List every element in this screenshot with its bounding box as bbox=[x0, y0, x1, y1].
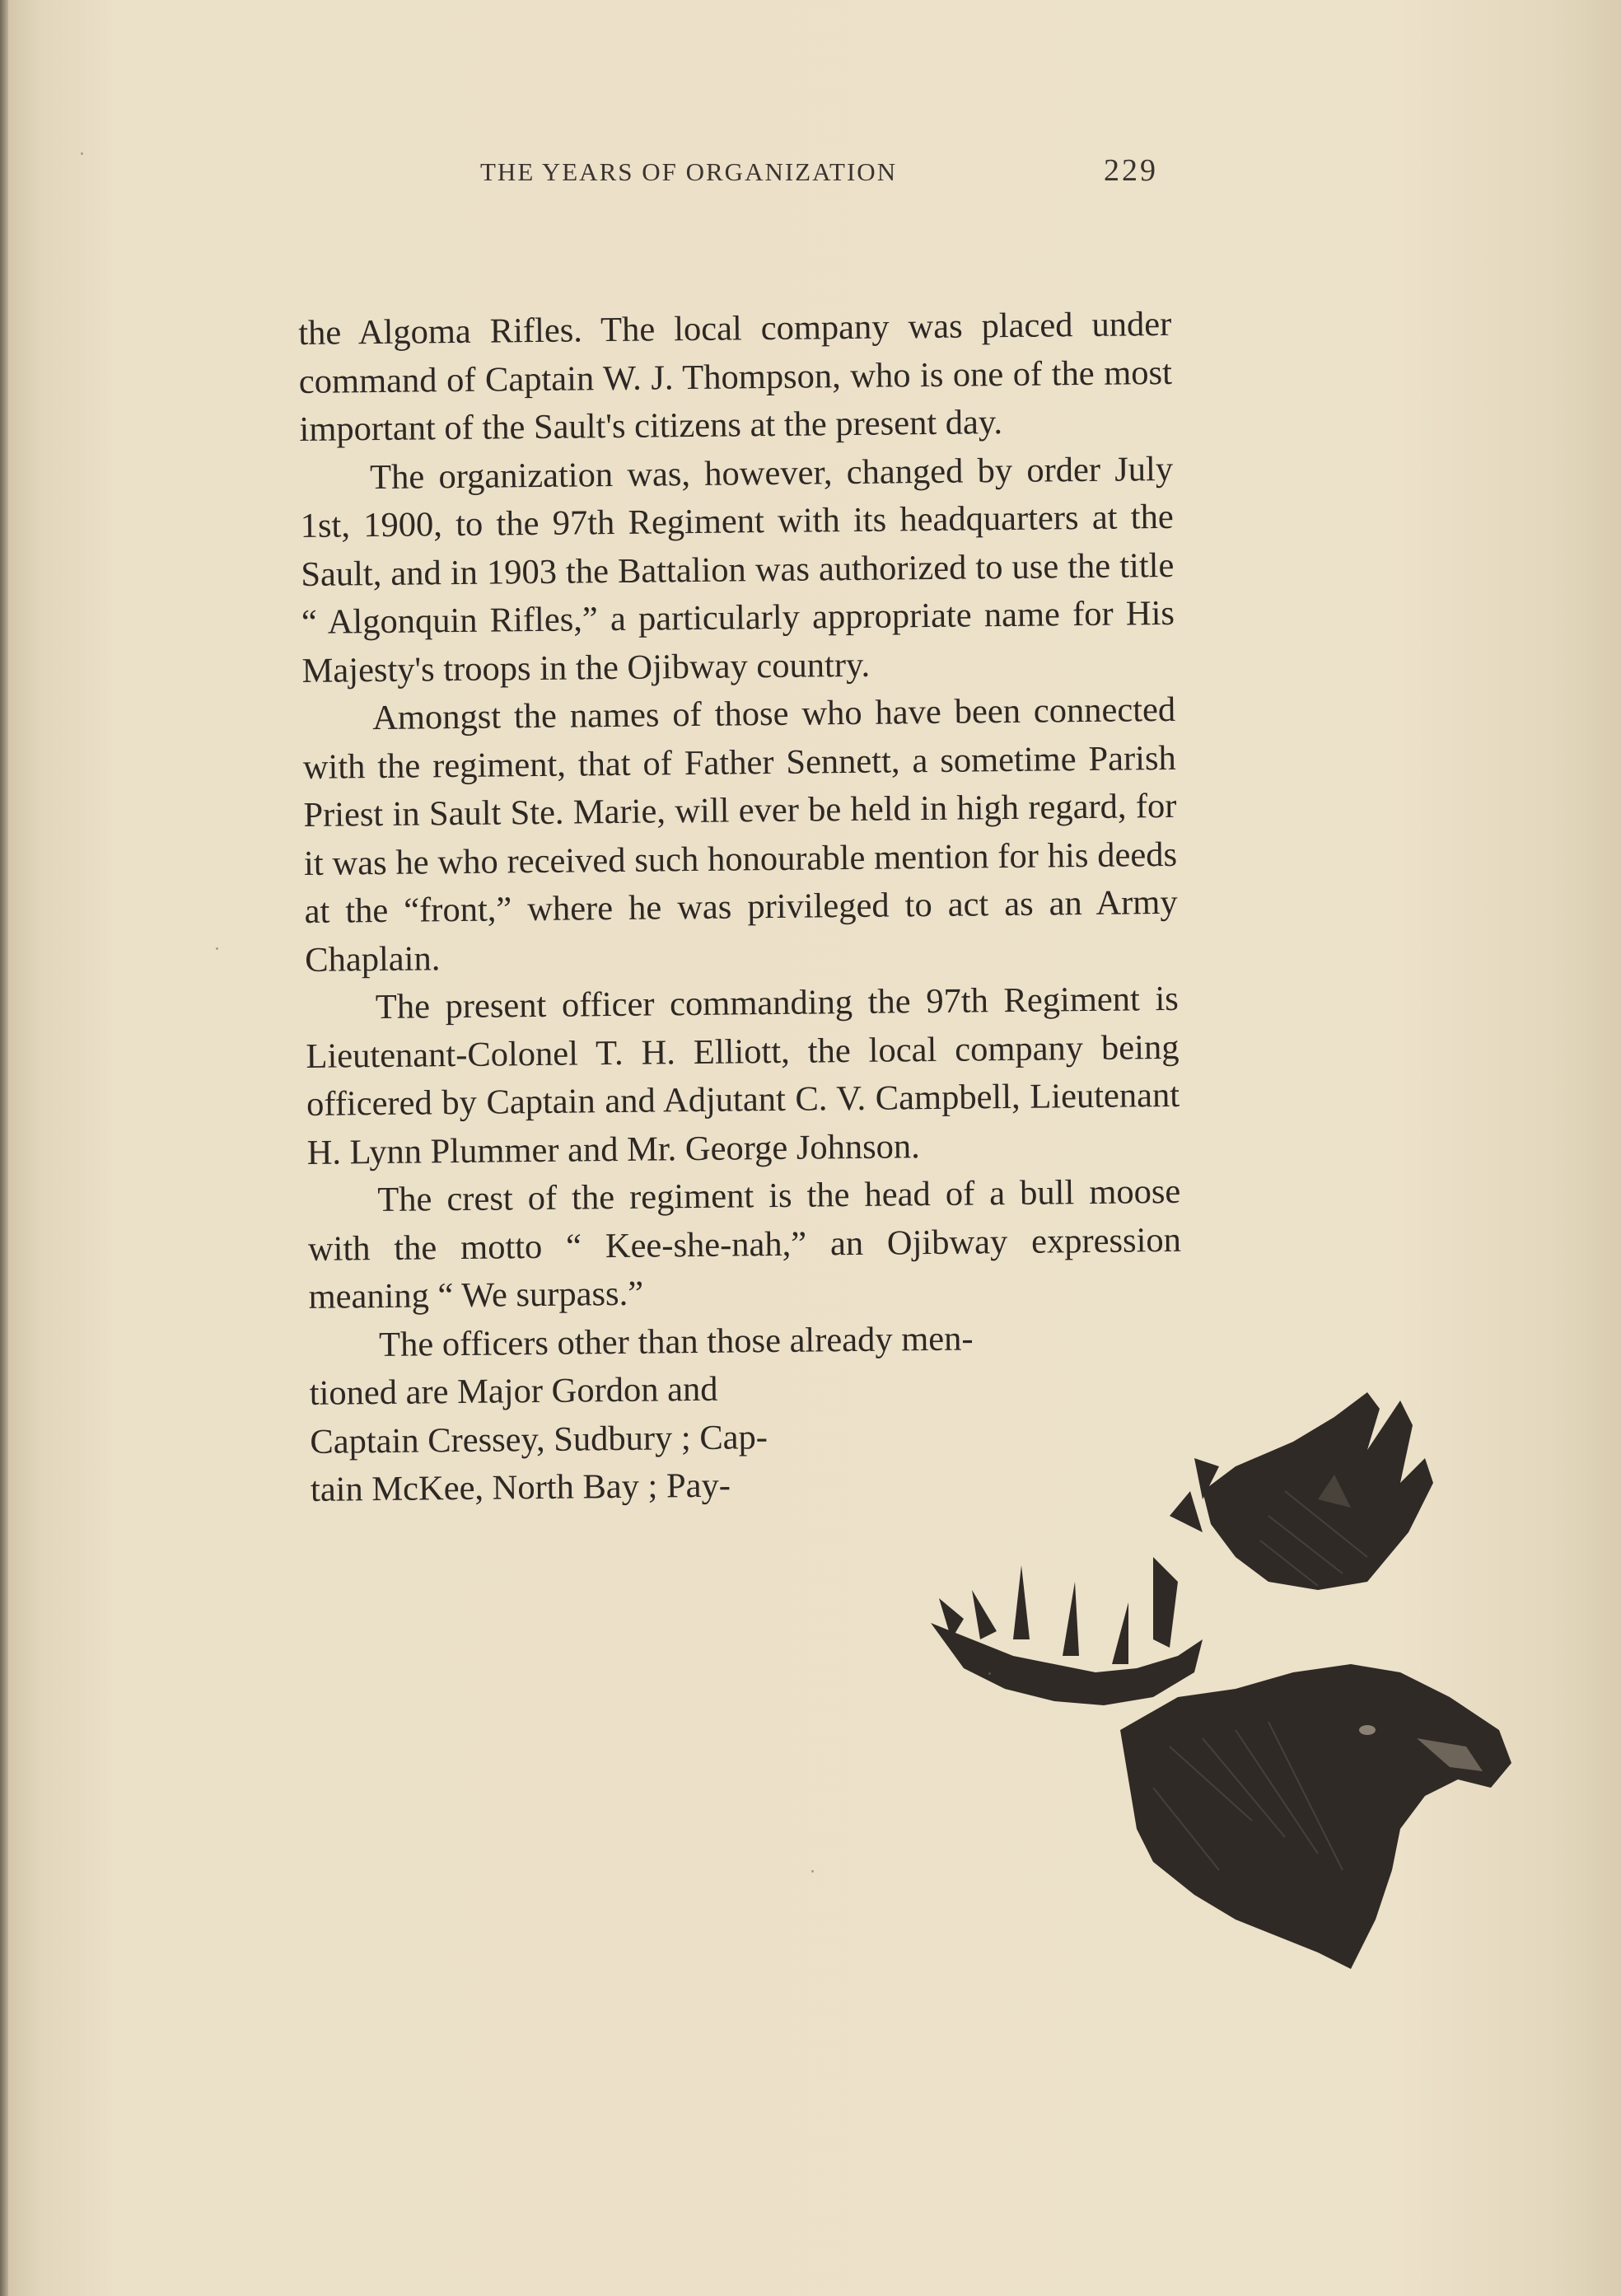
paragraph-4: The present officer commanding the 97th Regiment is Lieutenant-Colonel T. H. Elliott, the local company being officered by Captain and Adjutant C. V. Campbell, Lieutenant H. Lynn Plummer and Mr. George Johnson. bbox=[306, 979, 1180, 1172]
page-number: 229 bbox=[1104, 153, 1158, 188]
paragraph-3: Amongst the names of those who have been connected with the regiment, that of Father Sennett, a sometime Parish Priest in Sault Ste. Marie, will ever be held in high regard, for it was he who received such honourable mention for his deeds at the “front,” where he was privileged to act as an Army Chaplain. bbox=[302, 690, 1178, 980]
paragraph-6-line-3: Captain Cressey, Sudbury ; Cap- bbox=[310, 1417, 768, 1461]
running-head bbox=[0, 152, 1621, 202]
book-spine-shadow bbox=[0, 0, 8, 2296]
paragraph-6-line-1: The officers other than those already men- bbox=[378, 1318, 974, 1364]
paper-speck bbox=[81, 152, 83, 155]
moose-head-icon bbox=[906, 1392, 1532, 2018]
paragraph-6-line-2: tioned are Major Gordon and bbox=[309, 1369, 718, 1413]
paragraph-1: the Algoma Rifles. The local company was placed under command of Captain W. J. Thompson, who is one of the most important of the Sault's citizens at the present day. bbox=[298, 304, 1173, 449]
running-head-title: THE YEARS OF ORGANIZATION bbox=[480, 157, 898, 186]
paper-speck bbox=[216, 947, 218, 950]
paragraph-2: The organization was, however, changed by order July 1st, 1900, to the 97th Regiment with its headquarters at the Sault, and in 1903 the Battalion was authorized to use the title “ Algonquin Rifles,” a particularly appropriate name for His Majesty's troops in the Ojibway country. bbox=[300, 449, 1175, 690]
paper-speck bbox=[988, 1672, 991, 1675]
body-text bbox=[298, 301, 1184, 1515]
paragraph-5: The crest of the regiment is the head of a bull moose with the motto “ Kee-she-nah,” an Ojibway expression meaning “ We surpass.” bbox=[307, 1171, 1182, 1316]
paper-speck bbox=[811, 1870, 814, 1873]
paragraph-6-line-4: tain McKee, North Bay ; Pay- bbox=[310, 1466, 731, 1509]
